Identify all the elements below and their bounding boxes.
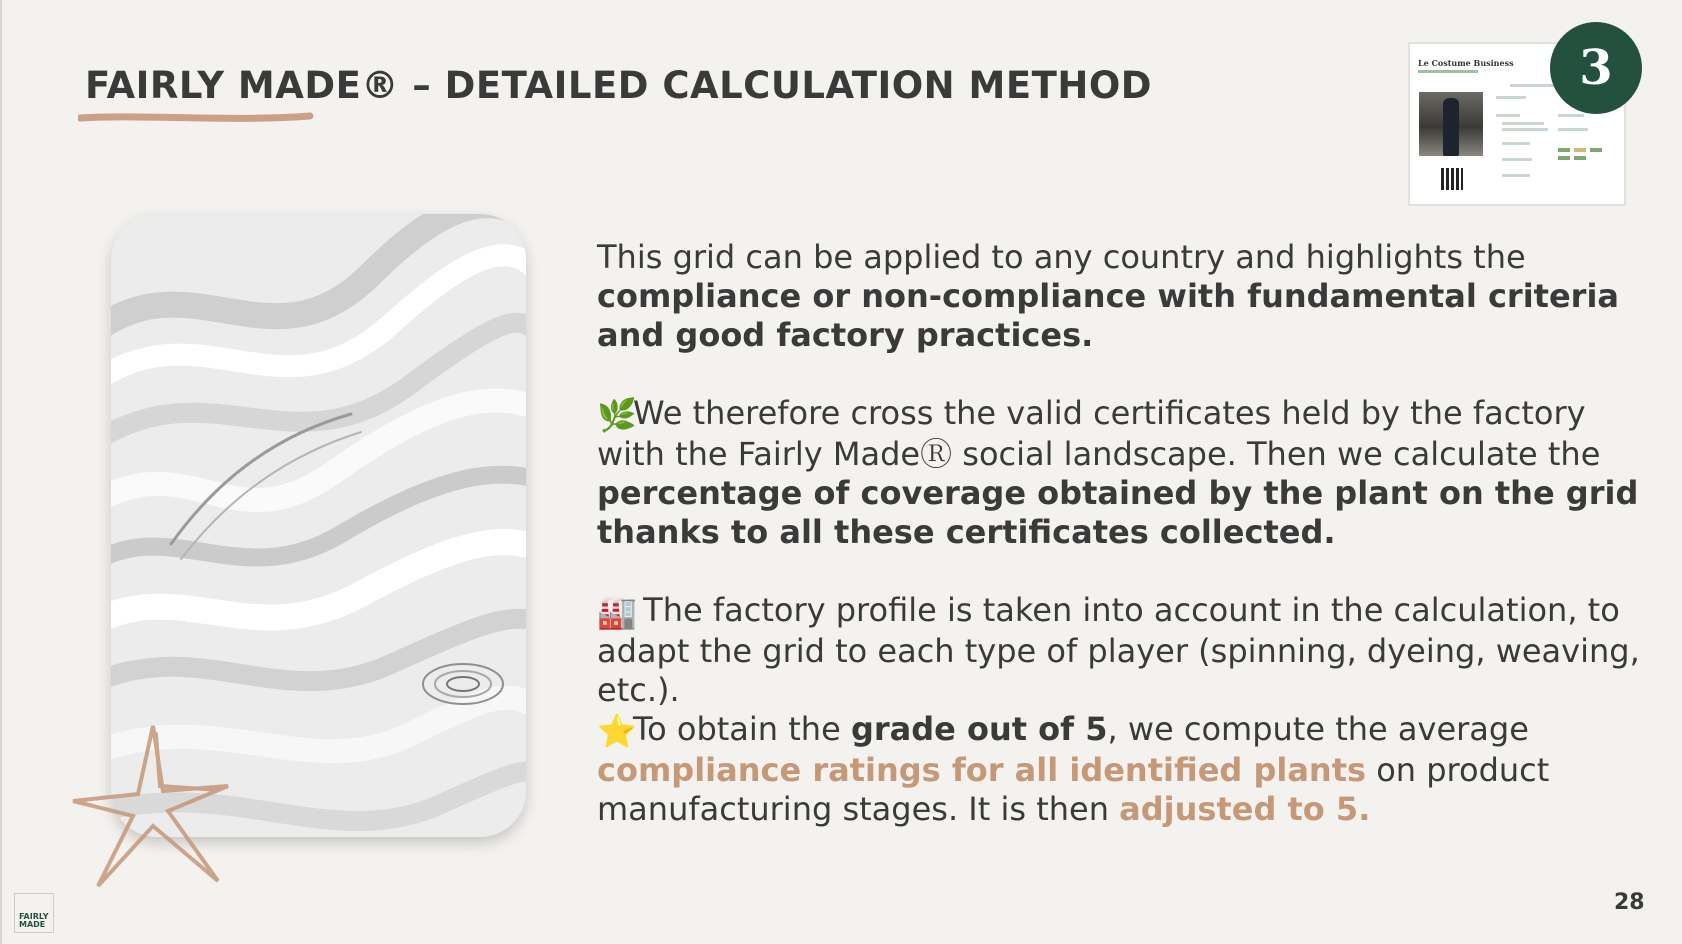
slide-body <box>597 238 1657 829</box>
paragraph-intro <box>597 238 1657 355</box>
thumbnail-line <box>1502 122 1544 125</box>
paragraph-certificates <box>597 394 1657 552</box>
thumbnail-title: Le Costume Business <box>1418 58 1514 68</box>
thumbnail-line <box>1502 174 1530 177</box>
thumbnail-line <box>1502 128 1548 131</box>
paragraph-grade <box>597 710 1657 829</box>
text-run-accent: adjusted to 5. <box>1119 790 1371 828</box>
slide-title: FAIRLY MADE® – DETAILED CALCULATION METHOD <box>85 64 1152 107</box>
star-icon: ⭐ <box>597 712 637 750</box>
title-underline <box>78 110 314 124</box>
herb-icon: 🌿 <box>597 396 637 434</box>
text-run-bold: grade out of 5 <box>850 710 1108 748</box>
thumbnail-line <box>1502 158 1532 161</box>
thumbnail-tag <box>1558 148 1570 152</box>
text-run: This grid can be applied to any country and highlights the <box>597 238 1526 276</box>
text-run: To obtain the <box>633 710 851 748</box>
text-run: , we compute the average <box>1107 710 1529 748</box>
factory-icon: 🏭 <box>597 593 637 631</box>
qr-code-icon <box>1441 168 1463 190</box>
thumbnail-tag <box>1590 148 1602 152</box>
step-number-badge: 3 <box>1550 22 1642 114</box>
hand-drawn-star-icon <box>68 716 238 896</box>
fairly-made-logo: FAIRLY MADE <box>14 893 54 933</box>
thumbnail-line <box>1496 114 1520 117</box>
thumbnail-breadcrumb <box>1418 70 1478 73</box>
text-run-bold: percentage of coverage obtained by the plant on the grid thanks to all these certificates collected. <box>597 474 1639 551</box>
text-run: The factory profile is taken into account in the calculation, to adapt the grid to each type of player (spinning, dyeing, weaving, etc.). <box>597 591 1640 709</box>
thumbnail-line <box>1502 142 1530 145</box>
thumbnail-suit-figure <box>1443 98 1459 156</box>
text-run: on product manufacturing stages. It is then <box>597 751 1550 828</box>
thumbnail-tag <box>1558 156 1570 160</box>
thumbnail-line <box>1558 128 1588 131</box>
text-run: We therefore cross the valid certificates held by the factory with the Fairly MadeⓇ social landscape. Then we calculate the <box>597 394 1601 473</box>
paragraph-factory-profile <box>597 591 1657 710</box>
thumbnail-tag <box>1574 148 1586 152</box>
text-run-bold: compliance or non-compliance with fundamental criteria and good factory practices. <box>597 277 1620 354</box>
thumbnail-tag <box>1574 156 1586 160</box>
thumbnail-line <box>1496 96 1526 99</box>
text-run-accent: compliance ratings for all identified plants <box>597 751 1367 789</box>
thumbnail-line <box>1558 114 1584 117</box>
page-number: 28 <box>1614 890 1645 915</box>
